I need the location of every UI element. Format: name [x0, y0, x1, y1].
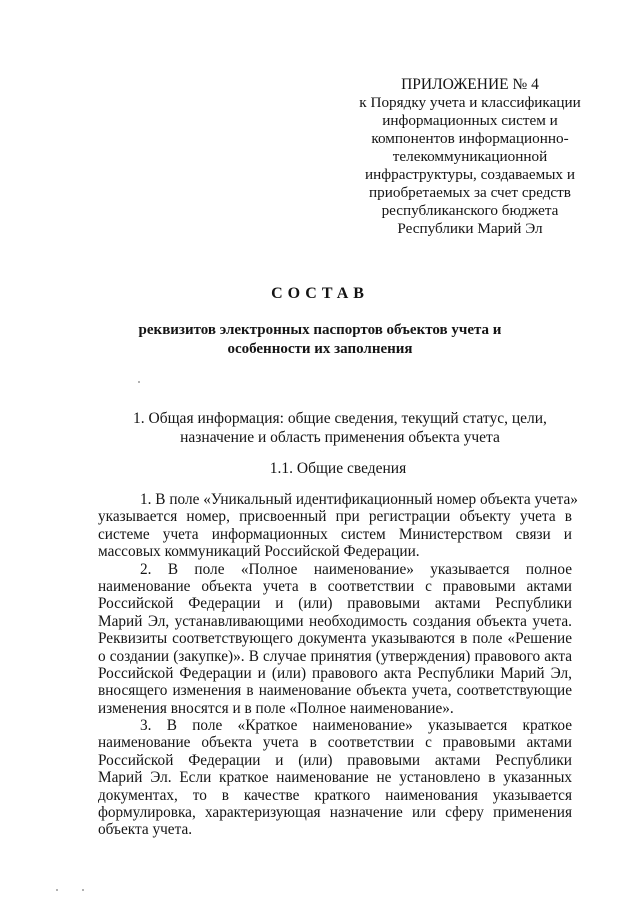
annex-line: информационных систем и [382, 112, 558, 129]
paragraph-2-line: Российской Федерации и (или) правовыми актами Республики [98, 595, 572, 613]
paragraph-3-line: Марий Эл. Если краткое наименование не установлено в указанных [98, 769, 572, 787]
subsection-heading: 1.1. Общие сведения [269, 460, 407, 477]
annex-line: приобретаемых за счет средств [369, 184, 571, 201]
section-heading [100, 409, 580, 447]
paragraph-3-line: объекта учета. [98, 821, 193, 839]
paragraph-3-line: документах, то в качестве краткого наименования указывается [98, 786, 572, 804]
annex-line: республиканского бюджета [381, 202, 559, 219]
annex-line: компонентов информационно- [371, 130, 569, 147]
paragraph-1-line: массовых коммуникаций Российской Федерации. [98, 543, 420, 561]
annex-title: ПРИЛОЖЕНИЕ № 4 [401, 76, 539, 93]
paragraph-2-line: вносящего изменения в наименование объекта учета, соответствующие [98, 682, 572, 700]
paragraph-2-line: о создании (закупке)». В случае принятия (утверждения) правового акта [98, 647, 572, 665]
annex-line: к Порядку учета и классификации [359, 94, 581, 111]
section-heading-line: 1. Общая информация: общие сведения, текущий статус, цели, [133, 410, 547, 427]
annex-line: инфраструктуры, создаваемых и [365, 166, 575, 183]
annex-header [352, 76, 588, 238]
paragraph-2-line: Российской Федерации и (или) правового акта Республики Марий Эл, [98, 664, 572, 682]
scan-speck [56, 889, 58, 891]
subtitle-line: особенности их заполнения [227, 341, 413, 357]
paragraph-3-line: 3. В поле «Краткое наименование» указывается краткое [140, 717, 572, 735]
subtitle-line: реквизитов электронных паспортов объектов учета и [138, 322, 502, 338]
paragraph-1-line: системе учета информационных систем Министерством связи и [98, 525, 572, 543]
paragraph-3-line: формулировка, характеризующая назначение или сферу применения [98, 804, 572, 822]
section-heading-line: назначение и область применения объекта учета [180, 429, 500, 446]
annex-line: телекоммуникационной [392, 148, 548, 165]
body-text [98, 491, 578, 839]
scan-speck [138, 381, 140, 383]
paragraph-2-line: Реквизиты соответствующего документа указываются в поле «Решение [98, 630, 572, 648]
paragraph-2-line: изменения вносятся и в поле «Полное наименование». [98, 699, 454, 717]
annex-line: Республики Марий Эл [397, 220, 543, 237]
paragraph-2-line: Марий Эл, устанавливающими необходимость создания объекта учета. [98, 612, 572, 630]
paragraph-1-line: 1. В поле «Уникальный идентификационный номер объекта учета» [140, 491, 578, 508]
document-title: СОСТАВ [271, 285, 369, 302]
paragraph-1-line: указывается номер, присвоенный при регистрации объекту учета в [98, 508, 572, 526]
paragraph-2-line: 2. В поле «Полное наименование» указывается полное [140, 560, 572, 578]
paragraph-2-line: наименование объекта учета в соответствии с правовыми актами [98, 577, 572, 595]
scan-speck [82, 889, 84, 891]
paragraph-3-line: наименование объекта учета в соответствии с правовыми актами [98, 734, 572, 752]
paragraph-3-line: Российской Федерации и (или) правовыми актами Республики [98, 751, 572, 769]
document-subtitle [100, 321, 540, 359]
